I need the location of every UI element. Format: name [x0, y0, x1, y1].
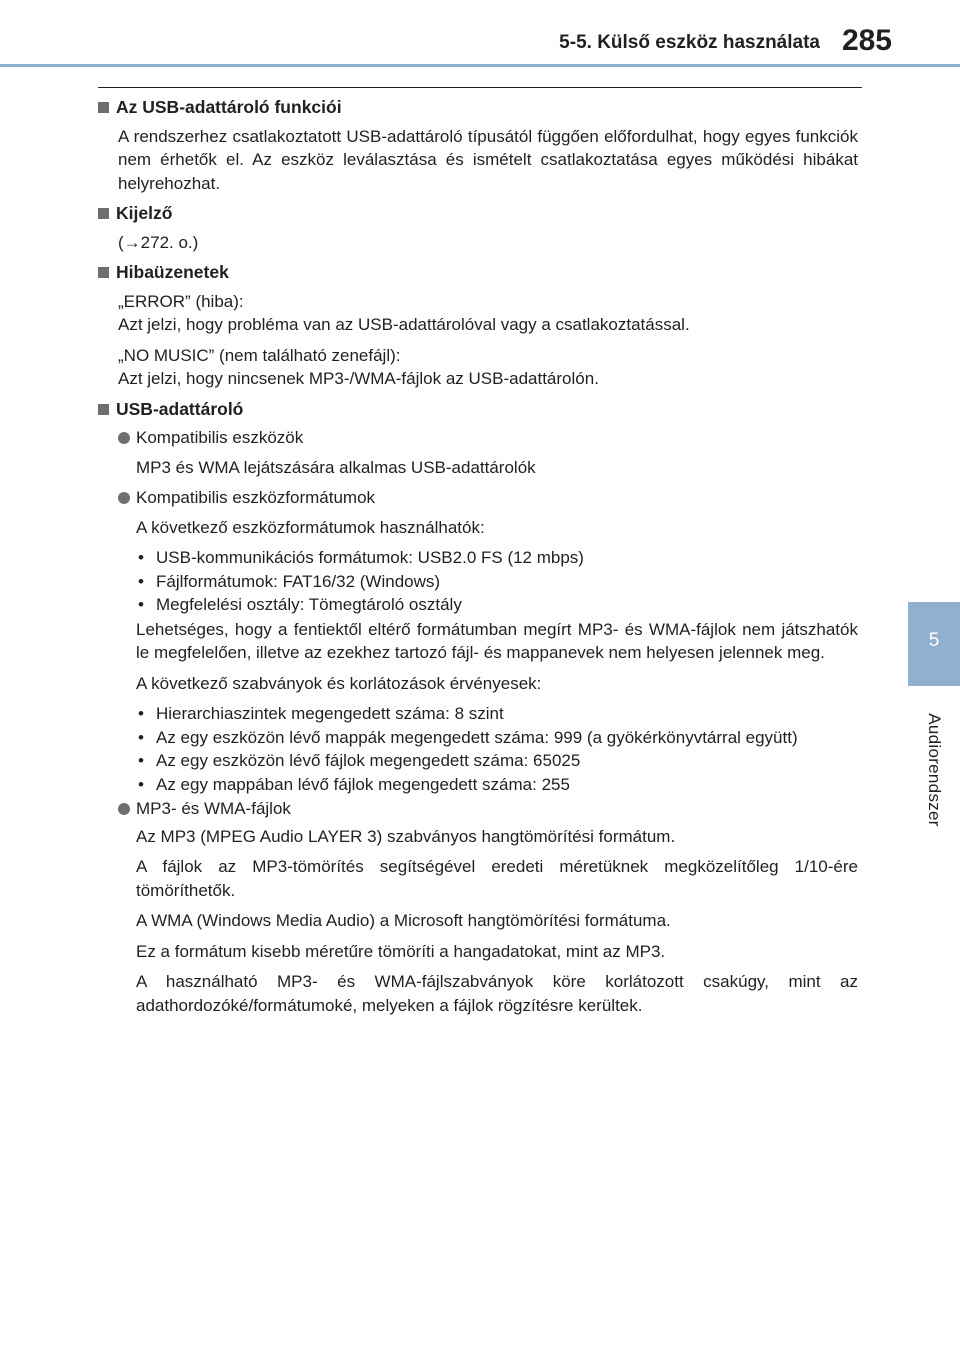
- subsection-title: MP3- és WMA-fájlok: [136, 799, 291, 818]
- paragraph: Az MP3 (MPEG Audio LAYER 3) szabványos hangtömörítési formátum.: [136, 826, 676, 846]
- list-item: [136, 702, 858, 726]
- square-bullet-icon: [98, 102, 109, 113]
- bullet-dot-icon: •: [138, 774, 144, 794]
- paragraph: A használható MP3- és WMA-fájlszabványok köre korlátozott csakúgy, mint az adathordozóké/formátumoké, melyeken a fájlok rögzítésre kerültek.: [136, 972, 858, 1015]
- section-heading: [98, 202, 858, 226]
- list-item-text: Az egy eszközön lévő mappák megengedett száma: 999 (a gyökérkönyvtárral együtt): [156, 727, 798, 747]
- subsection-heading: [118, 797, 858, 821]
- paragraph: A rendszerhez csatlakoztatott USB-adattároló típusától függően előfordulhat, hogy egyes funkciók nem érhetők el. Az eszköz leválasztása és ismételt csatlakoztatása egyes működési hibákat helyrehozhat.: [118, 126, 858, 193]
- list-item: [136, 593, 858, 617]
- header-rule: [0, 64, 960, 67]
- heading-text: Az USB-adattároló funkciói: [116, 97, 342, 117]
- section-heading: [98, 261, 858, 285]
- error-text: Azt jelzi, hogy probléma van az USB-adattárolóval vagy a csatlakoztatással.: [118, 315, 690, 334]
- list-item-text: Az egy mappában lévő fájlok megengedett száma: 255: [156, 774, 570, 794]
- circle-bullet-icon: [118, 803, 130, 815]
- list-item: [136, 749, 858, 773]
- error-item: [118, 344, 858, 391]
- square-bullet-icon: [98, 208, 109, 219]
- list-item: [136, 546, 858, 570]
- list-item-text: Az egy eszközön lévő fájlok megengedett száma: 65025: [156, 751, 581, 770]
- header-section-title: 5-5. Külső eszköz használata: [559, 32, 820, 53]
- paragraph: A fájlok az MP3-tömörítés segítségével eredeti méretüknek megközelítőleg 1/10-ére tömöríthetők.: [136, 857, 858, 900]
- list-item: [136, 773, 858, 797]
- section-heading: [98, 398, 858, 422]
- page-content: [98, 96, 858, 1023]
- heading-text: Hibaüzenetek: [116, 262, 229, 282]
- list-item-text: USB-kommunikációs formátumok: USB2.0 FS (12 mbps): [156, 548, 584, 567]
- subsection-title: Kompatibilis eszközformátumok: [136, 488, 376, 507]
- subsection-mp3-wma: [118, 797, 858, 1017]
- bullet-dot-icon: •: [138, 595, 144, 614]
- chapter-tab: [908, 602, 960, 686]
- bullet-dot-icon: •: [138, 548, 144, 567]
- paragraph: Ez a formátum kisebb méretűre tömöríti a hangadatokat, mint az MP3.: [136, 941, 666, 961]
- list-item-text: Megfelelési osztály: Tömegtároló osztály: [156, 595, 462, 614]
- bullet-dot-icon: •: [138, 751, 144, 770]
- error-item: [118, 290, 858, 337]
- list-item: [136, 726, 858, 750]
- page-reference-link[interactable]: (→272. o.): [118, 232, 199, 252]
- section-display: [98, 202, 858, 254]
- circle-bullet-icon: [118, 432, 130, 444]
- section-heading: [98, 96, 858, 120]
- chapter-label: Audiorendszer: [925, 713, 944, 827]
- paragraph: A WMA (Windows Media Audio) a Microsoft hangtömörítési formátuma.: [136, 911, 671, 930]
- subsection-body: [136, 825, 858, 1018]
- subsection-title: Kompatibilis eszközök: [136, 428, 304, 447]
- bullet-dot-icon: •: [138, 727, 144, 747]
- error-label: „ERROR” (hiba):: [118, 291, 244, 311]
- format-list: [136, 546, 858, 617]
- error-text: Azt jelzi, hogy nincsenek MP3-/WMA-fájlok az USB-adattárolón.: [118, 369, 599, 388]
- bullet-dot-icon: •: [138, 571, 144, 591]
- paragraph: A következő eszközformátumok használhatók:: [136, 517, 485, 537]
- paragraph: Lehetséges, hogy a fentiektől eltérő formátumban megírt MP3- és WMA-fájlok nem játszhatók le megfelelően, illetve az ezekhez tartozó fájl- és mappanevek nem helyesen jelennek meg.: [136, 619, 858, 662]
- paragraph: MP3 és WMA lejátszására alkalmas USB-adattárolók: [136, 457, 536, 477]
- subsection-compatible-devices: [118, 426, 858, 479]
- subsection-heading: [118, 426, 858, 450]
- chapter-number: 5: [928, 630, 940, 651]
- page-number: 285: [841, 24, 892, 57]
- limits-list: [136, 702, 858, 796]
- heading-text: Kijelző: [116, 203, 173, 223]
- list-item-text: Fájlformátumok: FAT16/32 (Windows): [156, 571, 441, 591]
- paragraph: A következő szabványok és korlátozások érvényesek:: [136, 673, 542, 693]
- content-top-rule: [98, 87, 862, 88]
- heading-text: USB-adattároló: [116, 398, 244, 419]
- subsection-compatible-formats: [118, 486, 858, 796]
- section-usb-functions: [98, 96, 858, 195]
- section-usb-storage: [98, 398, 858, 1018]
- error-label: „NO MUSIC” (nem található zenefájl):: [118, 345, 401, 365]
- section-errors: [98, 261, 858, 391]
- bullet-dot-icon: •: [138, 704, 144, 723]
- circle-bullet-icon: [118, 492, 130, 504]
- square-bullet-icon: [98, 404, 109, 415]
- subsection-body: [136, 516, 858, 797]
- square-bullet-icon: [98, 267, 109, 278]
- list-item-text: Hierarchiaszintek megengedett száma: 8 szint: [156, 704, 504, 723]
- list-item: [136, 570, 858, 594]
- subsection-heading: [118, 486, 858, 510]
